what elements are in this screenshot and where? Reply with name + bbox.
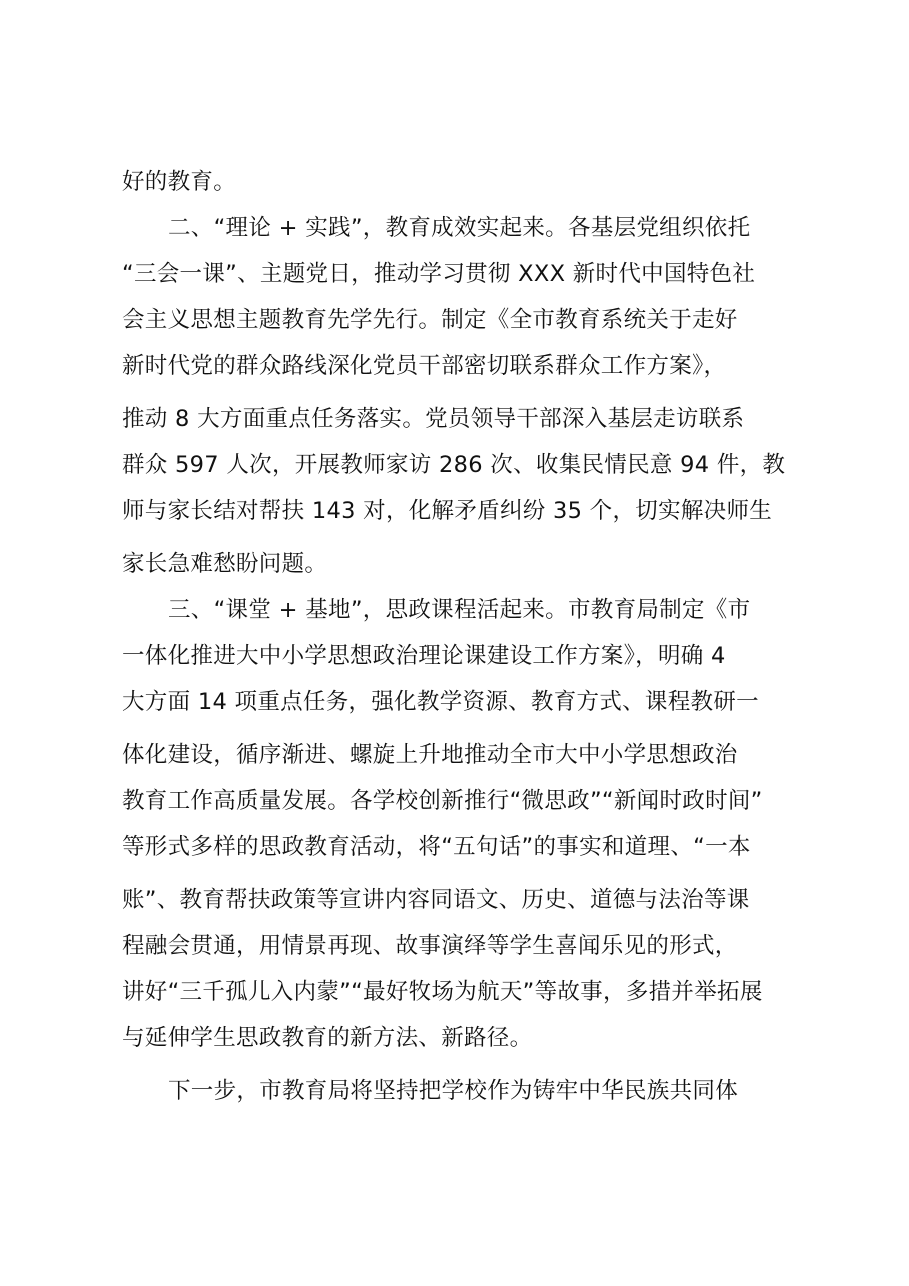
paragraph-line: 与延伸学生思政教育的新方法、新路径。 bbox=[122, 1025, 533, 1051]
paragraph-line: 等形式多样的思政教育活动，将“五句话”的事实和道理、“一本 bbox=[122, 834, 751, 860]
paragraph-line: 三、“课堂 + 基地”，思政课程活起来。市教育局制定《市 bbox=[168, 597, 751, 623]
paragraph-line: 讲好“三千孤儿入内蒙”“最好牧场为航天”等故事，多措并举拓展 bbox=[122, 979, 763, 1005]
paragraph-line: 好的教育。 bbox=[122, 169, 237, 195]
paragraph-line: 体化建设，循序渐进、螺旋上升地推动全市大中小学思想政治 bbox=[122, 742, 738, 768]
paragraph-line: 程融会贯通，用情景再现、故事演绎等学生喜闻乐见的形式， bbox=[122, 933, 738, 959]
paragraph-line: 二、“理论 + 实践”，教育成效实起来。各基层党组织依托 bbox=[168, 215, 751, 241]
paragraph-line: 家长急难愁盼问题。 bbox=[122, 551, 328, 577]
paragraph-line: 会主义思想主题教育先学先行。制定《全市教育系统关于走好 bbox=[122, 307, 738, 333]
paragraph-line: 一体化推进大中小学思想政治理论课建设工作方案》，明确 4 bbox=[122, 643, 726, 669]
paragraph-line: 师与家长结对帮扶 143 对，化解矛盾纠纷 35 个，切实解决师生 bbox=[122, 498, 773, 524]
paragraph-line: 大方面 14 项重点任务，强化教学资源、教育方式、课程教研一 bbox=[122, 689, 759, 715]
paragraph-line: 教育工作高质量发展。各学校创新推行“微思政”“新闻时政时间” bbox=[122, 788, 763, 814]
paragraph-line: “三会一课”、主题党日，推动学习贯彻 XXX 新时代中国特色社 bbox=[122, 261, 756, 287]
paragraph-line: 推动 8 大方面重点任务落实。党员领导干部深入基层走访联系 bbox=[122, 406, 745, 432]
paragraph-line: 新时代党的群众路线深化党员干部密切联系群众工作方案》， bbox=[122, 353, 727, 379]
paragraph-line: 群众 597 人次，开展教师家访 286 次、收集民情民意 94 件，教 bbox=[122, 452, 786, 478]
paragraph-line: 账”、教育帮扶政策等宣讲内容同语文、历史、道德与法治等课 bbox=[122, 887, 750, 913]
paragraph-line: 下一步，市教育局将坚持把学校作为铸牢中华民族共同体 bbox=[168, 1078, 739, 1104]
